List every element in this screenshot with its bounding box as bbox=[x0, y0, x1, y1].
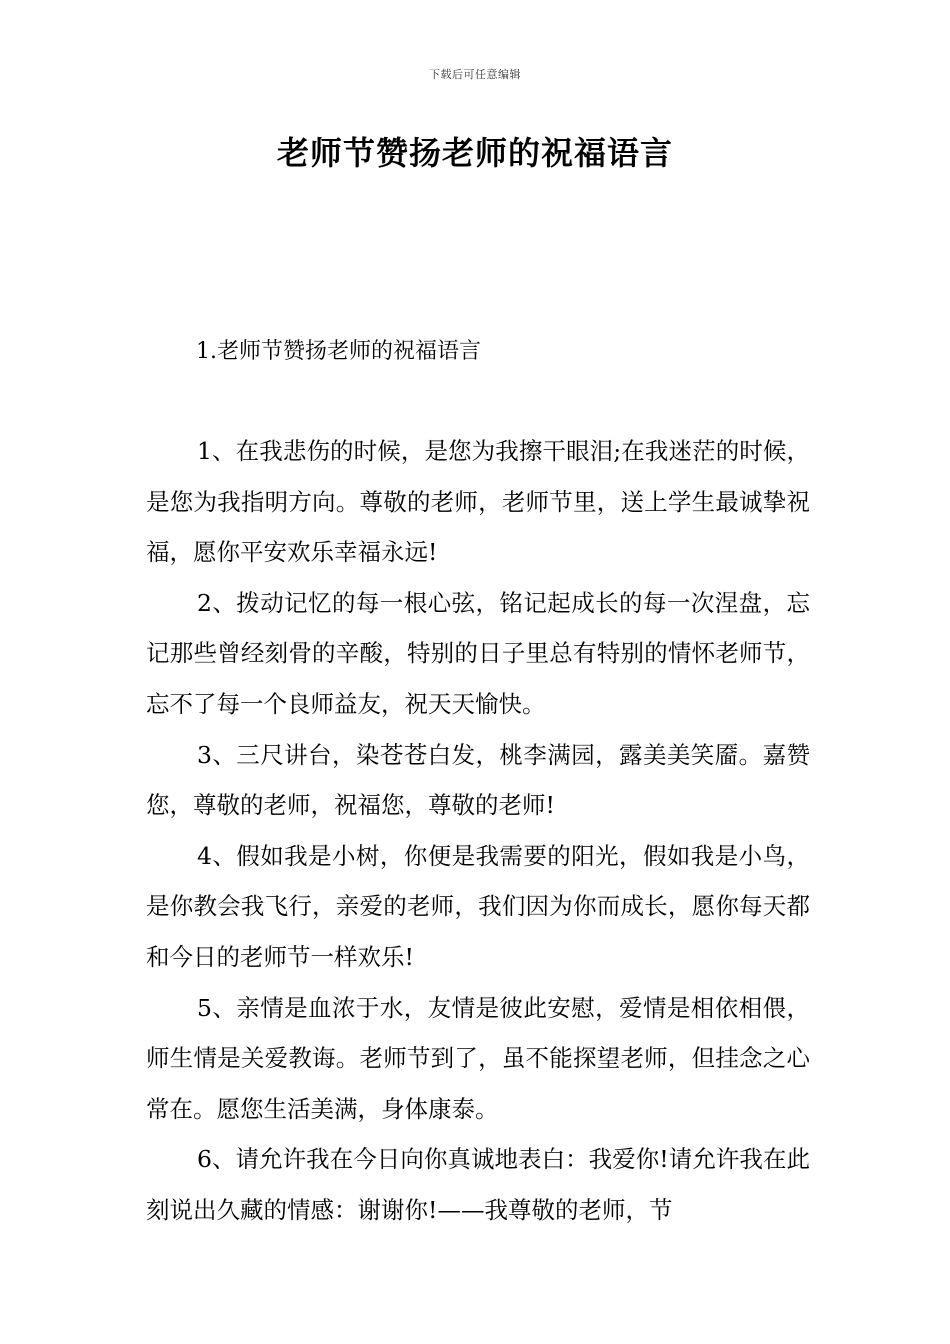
paragraph: 4、假如我是小树，你便是我需要的阳光，假如我是小鸟，是你教会我飞行，亲爱的老师，我们因为你而成长，愿你每天都和今日的老师节一样欢乐! bbox=[146, 841, 810, 971]
paragraph: 6、请允许我在今日向你真诚地表白：我爱你!请允许我在此刻说出久藏的情感：谢谢你!——我尊敬的老师，节 bbox=[146, 1145, 810, 1224]
paragraph: 3、三尺讲台，染苍苍白发，桃李满园，露美美笑靥。嘉赞您，尊敬的老师，祝福您，尊敬的老师! bbox=[146, 740, 810, 820]
paragraph: 2、拨动记忆的每一根心弦，铭记起成长的每一次涅盘，忘记那些曾经刻骨的辛酸，特别的日子里总有特别的情怀老师节，忘不了每一个良师益友，祝天天愉快。 bbox=[146, 588, 810, 718]
body-text bbox=[146, 426, 810, 1236]
paragraph: 1、在我悲伤的时候，是您为我擦干眼泪;在我迷茫的时候，是您为我指明方向。尊敬的老师，老师节里，送上学生最诚挚祝福，愿你平安欢乐幸福永远! bbox=[146, 437, 810, 567]
document-title: 老师节赞扬老师的祝福语言 bbox=[276, 134, 673, 172]
header-note: 下载后可任意编辑 bbox=[429, 68, 521, 81]
section-heading: 1.老师节赞扬老师的祝福语言 bbox=[196, 339, 481, 364]
paragraph: 5、亲情是血浓于水，友情是彼此安慰，爱情是相依相偎，师生情是关爱教诲。老师节到了，虽不能探望老师，但挂念之心常在。愿您生活美满，身体康泰。 bbox=[146, 993, 810, 1123]
